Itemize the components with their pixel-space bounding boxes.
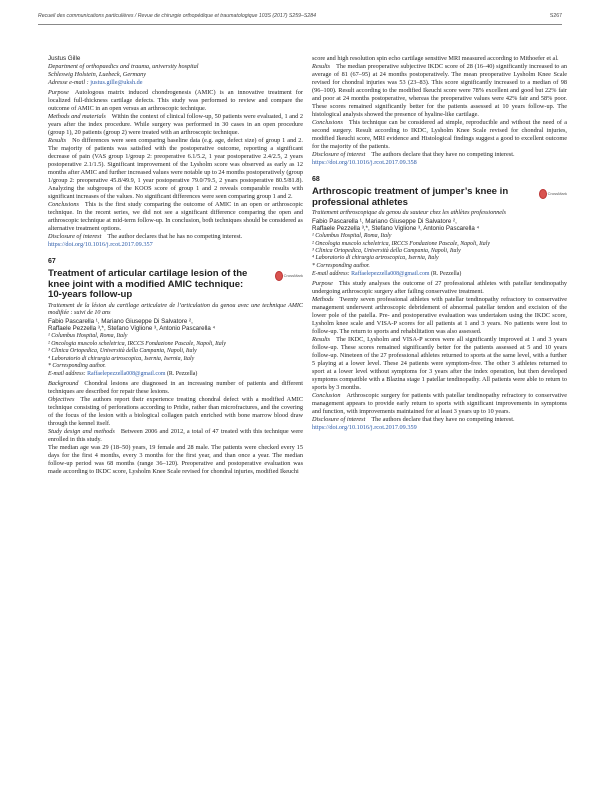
results-text: The median preoperative subjective IKDC score of 28 (16–40) significantly increased to an average of 81 (67–95) at 24 months postoperatively. The mean preoperative Lysholm Knee Scale revised for chondral injuries was 53 (23–83). This score significantly increased to a median of 98 (96–100). Result according to the modified Ikeuchi score were 78% excellent and good but 22% fair and poor at 24 months postoperative, whereas the preoperative values were 42% fair and 58% poor. These scores remained significantly better for the patients assessed at 10 years follow-up. The histological analysis showed the presence of hyaline-like cartilage. [312, 63, 567, 118]
disclosure-label: Disclosure of interest [48, 233, 102, 240]
crossmark-icon [539, 189, 547, 199]
authors-line: Fabio Pascarella ¹, Mariano Giuseppe Di Salvatore ², [48, 317, 193, 325]
disclosure-text: The authors declare that they have no competing interest. [371, 151, 515, 158]
background-label: Background [48, 380, 79, 388]
french-subtitle: Traitement arthroscopique du genou du sauteur chez les athlètes professionnels [312, 210, 507, 216]
results-paragraph [312, 336, 567, 392]
design-text: Between 2006 and 2012, a total of 47 treated with this technique were enrolled in this study. [48, 428, 303, 444]
disclosure-text: The authors declare that they have no competing interest. [371, 416, 515, 424]
methods-label: Methods [312, 296, 334, 304]
conclusions-text: This is the first study comparing the outcome of AMIC in an open or arthroscopic technique. In the recent series, we did not see a significant difference comparing the open and arthroscopic technique at mid-term follow-up. In conclusion, both techniques should be considered as alternative treatment options. [48, 201, 303, 232]
design-paragraph-2: The median age was 29 (18–50) years, 19 female and 28 male. The patients were checked every 15 days for the first 4 months, every 3 months for the first year, and than once a year. The median follow-up period was 68 months (range 36–120). Preoperative and postoperative evaluation was made according to IKDC score, Lysholm Knee Scale revised for chondral injuries, modified Ikeuchi [48, 444, 303, 476]
affiliation: ² Oncologia muscolo scheletrica, IRCCS Fondazione Pascale, Napoli, Italy [312, 240, 490, 247]
conclusions-label: Conclusions [312, 119, 343, 126]
results-label: Results [48, 137, 67, 144]
results-paragraph [312, 63, 567, 119]
purpose-paragraph [312, 280, 567, 296]
purpose-label: Purpose [312, 280, 333, 288]
background-text: Chondral lesions are diagnosed in an increasing number of patients and different techniques are described for repair these lesions. [48, 380, 303, 396]
purpose-text: Autologous matrix induced chondrogenesis (AMIC) is an innovative treatment for localized full-thickness cartilage defects. This study was performed to review and compare the outcome of AMIC in an open versus an arthroscopic technique. [48, 89, 303, 112]
doi-link[interactable]: https://doi.org/10.1016/j.rcot.2017.09.357 [48, 241, 153, 248]
disclosure-label: Disclosure of interest [312, 151, 366, 158]
crossmark-label: CrossMark [283, 272, 303, 278]
affiliation-line: Schleswig Holstein, Luebeck, Germany [48, 71, 147, 78]
objectives-paragraph [48, 396, 303, 428]
authors-line: Fabio Pascarella ¹, Mariano Giuseppe Di Salvatore ², [312, 217, 457, 225]
email-link[interactable]: justus.gille@uksh.de [90, 79, 143, 86]
email-line [48, 370, 303, 378]
conclusions-label: Conclusions [48, 201, 79, 208]
purpose-text: This study analyses the outcome of 27 professional athletes with patellar tendinopathy undergoing arthroscopic surgery after failing conservative treatment. [312, 280, 567, 296]
design-label: Study design and methods [48, 428, 115, 436]
header-rule [38, 24, 562, 25]
purpose-paragraph [48, 89, 303, 113]
abstract-number: 67 [48, 258, 56, 265]
authors-line: Raffaele Pezzella ³,*, Stefano Viglione ³, Antonio Pascarella ⁴ [312, 225, 480, 233]
email-link[interactable]: Raffaelepezzella008@gmail.com [87, 371, 166, 378]
email-label: E-mail address: [48, 371, 86, 378]
methods-text: Within the context of clinical follow-up, 50 patients were evaluated, 1 and 2 years after the index procedure. While surgery was performed in 30 cases in an open procedure (group 1), 20 patients (group 2) were treated with an arthroscopic technique. [48, 113, 303, 136]
disclosure-text: The author declares that he has no competing interest. [107, 233, 243, 240]
affiliation: ³ Clinica Ortopedica, Università della Campania, Napoli, Italy [48, 348, 197, 355]
design-paragraph [48, 428, 303, 444]
results-text: The IKDC, Lysholm and VISA-P scores were all significantly improved at 1 and 3 years follow-up. These scores remained significantly better for the patients assessed at 5 and 10 years follow-up. Nineteen of the 27 professional athletes returned to sports at the same level, with a further 5 playing at a lower level. These 24 patients were symptom-free. The other 3 athletes returned to sport at a lower level without symptoms for 3 years after the index operation, but then developed symptoms compatible with a Blazina stage 1 patellar tendinopathy. All patients were able to return to sports by 3 months. [312, 336, 567, 392]
article-title: Arthroscopic treatment of jumper’s knee in professional athletes [312, 186, 509, 208]
affiliation: * Corresponding author. [48, 362, 106, 369]
affiliation: ² Oncologia muscolo scheletrica, IRCCS Fondazione Pascale, Napoli, Italy [48, 340, 226, 347]
crossmark-badge[interactable] [275, 270, 303, 281]
email-label: Adresse e-mail : [48, 79, 89, 86]
email-suffix: (R. Pezzella) [166, 371, 198, 378]
running-title: Recueil des communications particulières / Revue de chirurgie orthopédique et traumatologique 103S (2017) S259–S284 [38, 13, 316, 19]
affiliation: ¹ Columbus Hospital, Roma, Italy [312, 233, 392, 240]
affiliation: ¹ Columbus Hospital, Roma, Italy [48, 333, 128, 340]
disclosure-paragraph [312, 151, 567, 159]
email-line [312, 270, 567, 278]
crossmark-badge[interactable] [539, 188, 567, 199]
left-column [48, 55, 303, 476]
methods-text: Twenty seven professional athletes with patellar tendinopathy refractory to conservative management underwent arthroscopic debridement of abnormal patellar tendon and excision of the lower pole of the patella. Pre- and postoperative evaluation was undertaken using the IKDC score, Lysholm knee scale and VISA-P scores for all patients at 1 and 3 years. No patients were lost to follow-up. The return to sports and rehabilitation was also assessed. [312, 296, 567, 336]
results-paragraph [48, 137, 303, 201]
objectives-text: The authors report their experience treating chondral defect with a modified AMIC technique consisting of perforations according to Pridie, rather than microfractures, and the covering of the focus of the lesion with a biological collagen patch enriched with bone marrow blood draw through the kennel itself. [48, 396, 303, 428]
objectives-label: Objectives [48, 396, 75, 404]
affiliation: * Corresponding author. [312, 262, 370, 269]
continued-text: score and high resolution spin echo cartilage sensitive MRI measured according to Mithoefer et al. [312, 55, 559, 62]
email-label: E-mail address: [312, 271, 350, 278]
results-label: Results [312, 336, 331, 344]
conclusions-paragraph [312, 119, 567, 151]
crossmark-icon [275, 271, 283, 281]
affiliation: ³ Clinica Ortopedica, Università della Campania, Napoli, Italy [312, 248, 461, 254]
french-subtitle: Traitement de la lésion du cartilage articulaire de l’articulation du genou avec une technique AMIC modifiée : suivi de 10 ans [48, 302, 303, 317]
email-line [48, 79, 303, 87]
conclusions-text: This technique can be considered ad simple, reproducible and without the need of a second surgery. Result according to IKDC, Lysholm Knee Scale revised for chondral injuries, modified Ikeuchi score, MRI evidence and Histological findings suggest a good to excellent outcome for the majority of the patients. [312, 119, 567, 150]
conclusion-text: Arthroscopic surgery for patients with patellar tendinopathy refractory to conservative management appears to provide early return to sports with significant improvements in symptoms and function, with improvements maintained for at least 3 years up to 10 years. [312, 392, 567, 416]
affiliation: ⁴ Laboratorio di chirurgia artroscopica, Isernia, Italy [312, 255, 439, 262]
affiliation: ⁴ Laboratorio di chirurgia artroscopica, Isernia, Isernia, Italy [48, 355, 195, 362]
doi-link[interactable]: https://doi.org/10.1016/j.rcot.2017.09.358 [312, 159, 417, 166]
author-name: Justus Gille [48, 55, 81, 62]
email-link[interactable]: Raffaelepezzella008@gmail.com [351, 271, 430, 278]
title-row [312, 184, 567, 208]
conclusions-paragraph [48, 201, 303, 233]
methods-paragraph [48, 113, 303, 137]
methods-paragraph [312, 296, 567, 336]
disclosure-label: Disclosure of interest [312, 416, 366, 424]
methods-label: Methods and materials [48, 113, 106, 120]
affiliation-line: Department of orthopaedics and trauma, university hospital [48, 63, 199, 70]
email-suffix: (R. Pezzella) [430, 271, 462, 278]
conclusion-paragraph [312, 392, 567, 416]
purpose-label: Purpose [48, 89, 69, 96]
disclosure-paragraph [312, 416, 567, 424]
results-label: Results [312, 63, 331, 70]
right-column [312, 55, 567, 432]
title-row [48, 266, 303, 301]
background-paragraph [48, 380, 303, 396]
abstract-number: 68 [312, 176, 320, 183]
page-number: S267 [549, 13, 562, 19]
running-header [38, 13, 562, 19]
disclosure-paragraph [48, 233, 303, 241]
results-text: No differences were seen comparing baseline data (e.g. age, defect size) of group 1 and 2. The majority of patients was satisfied with the postoperative outcome, reporting a significant decrease of pain (VAS group 1/group 2: preoperative 6.1/5.2, 1 year postoperative 2.4/2.5, 2 years postoperative 2.1/1.5). Significant improvement of the Lysholm score was observed as early as 12 months after AMIC and further increased values were notable up to 24 months postoperatively (group 1/group 2: preoperative 45.8/49.9, 1 year postoperative 79.0/79.5, 2 years postoperative 80.5/81.8). Analyzing the subgroups of the KOOS score of group 1 and 2 reveals comparable results with significant increases of the values. No significant differences were seen comparing group 1 and 2. [48, 137, 303, 200]
authors-line: Raffaele Pezzella ³,*, Stefano Viglione ³, Antonio Pascarella ⁴ [48, 325, 216, 333]
crossmark-label: CrossMark [547, 190, 567, 196]
article-title: Treatment of articular cartilage lesion of the knee joint with a modified AMIC technique: 10-years follow-up [48, 268, 248, 300]
doi-link[interactable]: https://doi.org/10.1016/j.rcot.2017.09.359 [312, 424, 417, 432]
conclusion-label: Conclusion [312, 392, 341, 400]
